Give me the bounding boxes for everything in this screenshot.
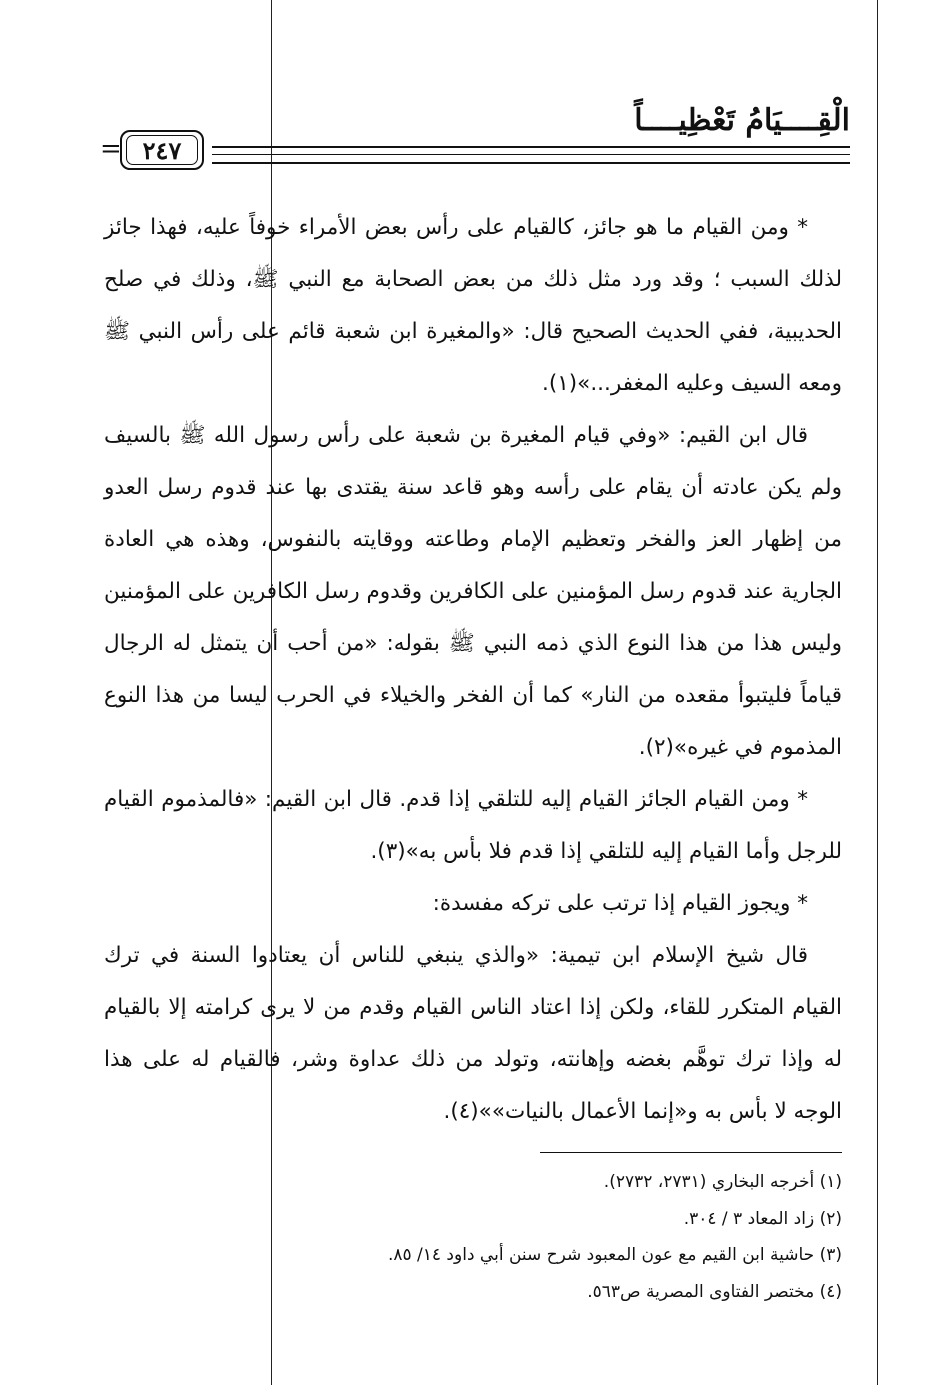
paragraph: قال شيخ الإسلام ابن تيمية: «والذي ينبغي للناس أن يعتادوا السنة في ترك القيام المتكرر للقاء، ولكن إذا اعتاد الناس القيام وقدم من لا يرى كرامته إلا بالقيام له وإذا ترك توهَّم بغضه وإهانته، وتولد من ذلك عداوة وشر، فالقيام له على هذا الوجه لا بأس به و«إنما الأعمال بالنيات»»(٤). <box>104 943 842 1124</box>
paragraph: قال ابن القيم: «وفي قيام المغيرة بن شعبة على رأس رسول الله ﷺ بالسيف ولم يكن عادته أن يقام على رأسه وهو قاعد سنة يقتدى بها عند قدوم رسل العدو من إظهار العز والفخر وتعظيم الإمام وطاعته ووقايته بالنفوس، وهذه هي العادة الجارية عند قدوم رسل المؤمنين على الكافرين وقدوم رسل الكافرين على المؤمنين وليس هذا من هذا النوع الذي ذمه النبي ﷺ بقوله: «من أحب أن يتمثل له الرجال قياماً فليتبوأ مقعده من النار» كما أن الفخر والخيلاء في الحرب ليسا من هذا النوع المذموم في غيره»(٢). <box>104 423 842 760</box>
scan-edge-line <box>877 0 878 1385</box>
page-number-box <box>120 130 204 170</box>
paragraph: * ومن القيام الجائز القيام إليه للتلقي إذا قدم. قال ابن القيم: «فالمذموم القيام للرجل وأما القيام إليه للتلقي إذا قدم فلا بأس به»(٣). <box>104 787 842 864</box>
header-rule <box>212 154 850 155</box>
header-ornament: = <box>100 134 122 164</box>
footnote: (٣) حاشية ابن القيم مع عون المعبود شرح سنن أبي داود ١٤/ ٨٥. <box>387 1245 842 1265</box>
paragraph: * ومن القيام ما هو جائز، كالقيام على رأس بعض الأمراء خوفاً عليه، فهذا جائز لذلك السبب ؛ وقد ورد مثل ذلك من بعض الصحابة مع النبي ﷺ، وذلك في صلح الحديبية، ففي الحديث الصحيح قال: «والمغيرة ابن شعبة قائم على رأس النبي ﷺ ومعه السيف وعليه المغفر...»(١). <box>104 215 842 396</box>
header-rule <box>212 146 850 148</box>
footnote: (١) أخرجه البخاري (٢٧٣١، ٢٧٣٢). <box>603 1172 842 1192</box>
paragraph: * ويجوز القيام إذا ترتب على تركه مفسدة: <box>432 891 808 916</box>
footnote: (٤) مختصر الفتاوى المصرية ص٥٦٣. <box>587 1281 842 1302</box>
footnote-separator <box>540 1152 842 1153</box>
running-title: الْقِــــيَامُ تَعْظِيــــاً <box>634 103 850 138</box>
footnote: (٢) زاد المعاد ٣ / ٣٠٤. <box>683 1208 842 1229</box>
main-text <box>104 202 842 1138</box>
footnotes <box>300 1164 842 1310</box>
page-number: ٢٤٧ <box>142 135 182 165</box>
header-rule <box>212 162 850 164</box>
page-header <box>100 100 850 180</box>
